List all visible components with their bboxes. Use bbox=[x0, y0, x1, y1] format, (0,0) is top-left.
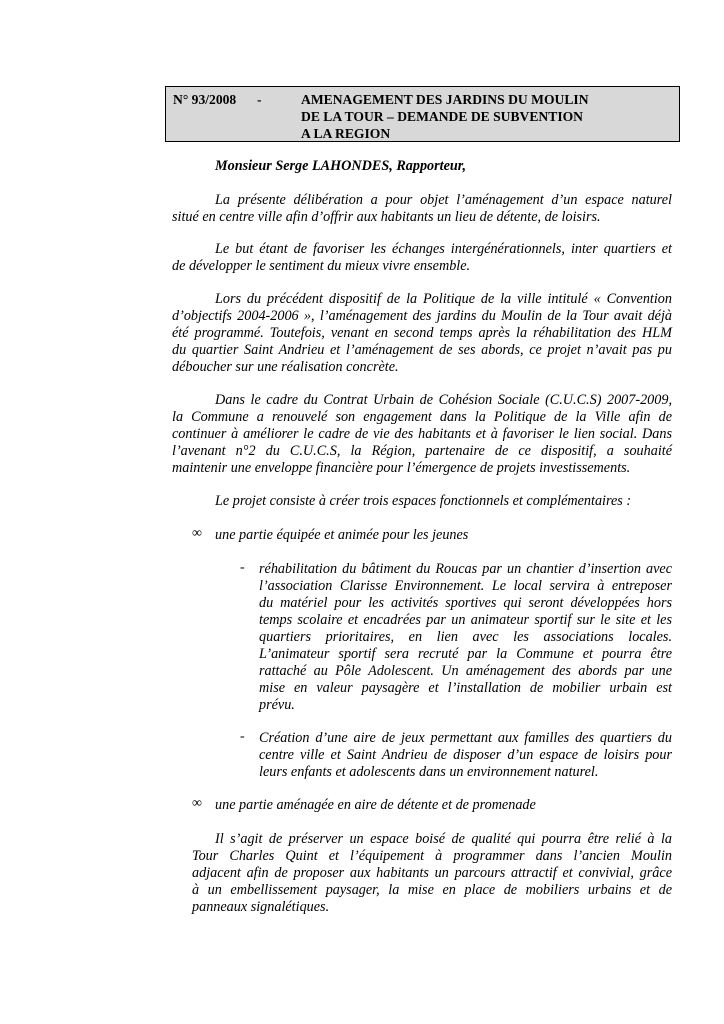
sub-item-2 bbox=[259, 730, 672, 781]
paragraph-line: déboucher sur une réalisation concrète. bbox=[172, 359, 399, 375]
rapporteur: Monsieur Serge LAHONDES, Rapporteur, bbox=[215, 158, 467, 174]
paragraph-line: l’avenant n°2 du C.U.C.S, la Région, partenaire de ce dispositif, a souhaité bbox=[172, 443, 672, 459]
sub-item-line: L’animateur sportif sera recruté par la Commune et pourra être bbox=[259, 646, 672, 662]
paragraph-line: adjacent afin de proposer aux habitants un parcours attractif et convivial, grâce bbox=[192, 865, 672, 881]
paragraph-3 bbox=[172, 291, 672, 376]
sub-item-line: leurs enfants et adolescents dans un environnement naturel. bbox=[259, 764, 599, 780]
header-box bbox=[165, 86, 680, 142]
paragraph-line: Lors du précédent dispositif de la Politique de la ville intitulé « Convention bbox=[215, 291, 672, 307]
paragraph-line: panneaux signalétiques. bbox=[192, 899, 330, 915]
sub-item-line: prévu. bbox=[259, 697, 295, 713]
sub-item-1 bbox=[259, 561, 672, 714]
paragraph-2 bbox=[172, 241, 672, 275]
bullet-item-1: une partie équipée et animée pour les jeunes bbox=[215, 527, 469, 543]
paragraph-line: Il s’agit de préserver un espace boisé de qualité qui pourra être relié à la bbox=[215, 831, 672, 847]
paragraph-line: la Commune a renouvelé son engagement dans la Politique de la Ville afin de bbox=[172, 409, 672, 425]
sub-item-line: rattaché au Pôle Adolescent. Un aménagement des abords par une bbox=[259, 663, 672, 679]
bullet-item-2: une partie aménagée en aire de détente et de promenade bbox=[215, 797, 536, 813]
paragraph-line: Dans le cadre du Contrat Urbain de Cohésion Sociale (C.U.C.S) 2007-2009, bbox=[215, 392, 672, 408]
deliberation-title bbox=[301, 91, 676, 142]
paragraph-line: La présente délibération a pour objet l’aménagement d’un espace naturel bbox=[215, 192, 672, 208]
paragraph-line: du quartier Saint Andrieu et l’aménagement de ses abords, ce projet n’avait pas pu bbox=[172, 342, 672, 358]
paragraph-4 bbox=[172, 392, 672, 477]
sub-item-line: l’association Clarisse Environnement. Le local servira à entreposer bbox=[259, 578, 672, 594]
deliberation-number: N° 93/2008 bbox=[173, 92, 237, 107]
dash-bullet: - bbox=[240, 729, 245, 744]
paragraph-line: Tour Charles Quint et l’équipement à programmer dans l’ancien Moulin bbox=[192, 848, 672, 864]
sub-item-line: réhabilitation du bâtiment du Roucas par un chantier d’insertion avec bbox=[259, 561, 672, 577]
sub-item-line: quartiers prioritaires, en lien avec les associations locales. bbox=[259, 629, 672, 645]
title-line: DE LA TOUR – DEMANDE DE SUBVENTION bbox=[301, 109, 583, 124]
sub-item-line: Création d’une aire de jeux permettant aux familles des quartiers du bbox=[259, 730, 672, 746]
paragraph-line: d’objectifs 2004-2006 », l’aménagement des jardins du Moulin de la Tour avait déjà bbox=[172, 308, 672, 324]
paragraph-1 bbox=[172, 192, 672, 226]
paragraph-line: maintenir une enveloppe financière pour l’émergence de projets investissements. bbox=[172, 460, 631, 476]
title-line: AMENAGEMENT DES JARDINS DU MOULIN bbox=[301, 92, 589, 107]
title-line: A LA REGION bbox=[301, 126, 391, 141]
sub-item-line: temps scolaire et encadrées par un animateur sportif sur le site et les bbox=[259, 612, 672, 628]
dash-bullet: - bbox=[240, 560, 245, 575]
paragraph-line: à un embellissement paysager, la mise en place de mobiliers urbains et de bbox=[192, 882, 672, 898]
infinity-bullet-icon: ∞ bbox=[192, 526, 202, 541]
sub-item-line: du matériel pour les activités sportives qui seront développées hors bbox=[259, 595, 672, 611]
paragraph-line: continuer à améliorer le cadre de vie des habitants et à favoriser le lien social. Dans bbox=[172, 426, 672, 442]
header-dash: - bbox=[257, 92, 262, 107]
infinity-bullet-icon: ∞ bbox=[192, 796, 202, 811]
paragraph-line: de développer le sentiment du mieux vivre ensemble. bbox=[172, 258, 471, 274]
sub-item-line: mise en valeur paysagère et l’installation de mobilier urbain est bbox=[259, 680, 672, 696]
paragraph-6 bbox=[192, 831, 672, 916]
paragraph-line: été programmé. Toutefois, venant en second temps après la réhabilitation des HLM bbox=[172, 325, 672, 341]
sub-item-line: centre ville et Saint Andrieu de disposer d’un espace de loisirs pour bbox=[259, 747, 672, 763]
paragraph-5: Le projet consiste à créer trois espaces fonctionnels et complémentaires : bbox=[215, 493, 632, 509]
paragraph-line: Le but étant de favoriser les échanges intergénérationnels, inter quartiers et bbox=[215, 241, 672, 257]
paragraph-line: situé en centre ville afin d’offrir aux habitants un lieu de détente, de loisirs. bbox=[172, 209, 601, 225]
